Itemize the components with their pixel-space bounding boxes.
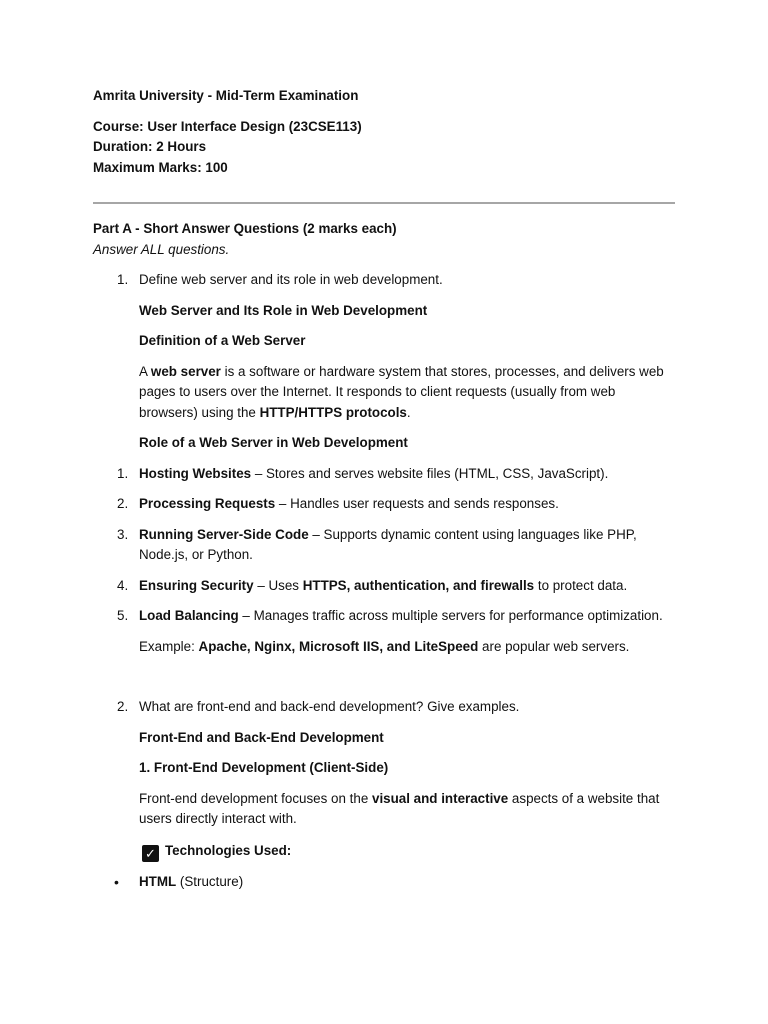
answer-heading: Front-End and Back-End Development [139,729,384,745]
marks-line: Maximum Marks: 100 [93,159,228,175]
bullet-item: • HTML (Structure) [93,872,675,893]
horizontal-divider [93,202,675,204]
definition-heading: Definition of a Web Server [139,333,306,348]
question-1 [93,270,675,291]
duration-line: Duration: 2 Hours [93,139,207,154]
checkmark-icon: ✓ [142,845,159,862]
role-heading: Role of a Web Server in Web Development [139,435,408,450]
definition-paragraph: A web server is a software or hardware system that stores, processes, and delivers web pages to users over the Internet. It responds to client requests (usually from web browsers) using the HTTP/HTTPS protocols. [139,363,664,420]
part-a-title: Part A - Short Answer Questions (2 marks each) [93,221,397,236]
question-text: Define web server and its role in web development. [139,272,443,287]
part-a-instruction: Answer ALL questions. [93,241,230,257]
course-line: Course: User Interface Design (23CSE113) [93,118,362,134]
exam-title: Amrita University - Mid-Term Examination [93,88,359,103]
answer-heading: Web Server and Its Role in Web Development [139,302,428,318]
role-item: 5. Load Balancing – Manages traffic across multiple servers for performance optimization. [117,608,663,623]
question-text: What are front-end and back-end development? Give examples. [139,699,520,714]
technologies-label: ✓ Technologies Used: [93,841,675,862]
front-end-description: Front-end development focuses on the visual and interactive aspects of a website that users directly interact with. [139,790,660,826]
role-item: 3. Running Server-Side Code – Supports dynamic content using languages like PHP, Node.js, or Python. [117,526,637,562]
question-number: 1. [117,272,129,287]
bullet-icon: • [114,873,119,890]
document-page [93,86,675,892]
question-number: 2. [117,699,129,714]
role-item: 2. Processing Requests – Handles user requests and sends responses. [117,496,559,511]
example-line: Example: Apache, Nginx, Microsoft IIS, and LiteSpeed are popular web servers. [139,638,630,654]
question-2 [93,697,675,718]
front-end-heading: 1. Front-End Development (Client-Side) [139,760,389,775]
role-item: 4. Ensuring Security – Uses HTTPS, authentication, and firewalls to protect data. [117,577,628,593]
role-item: 1. Hosting Websites – Stores and serves website files (HTML, CSS, JavaScript). [117,465,609,481]
